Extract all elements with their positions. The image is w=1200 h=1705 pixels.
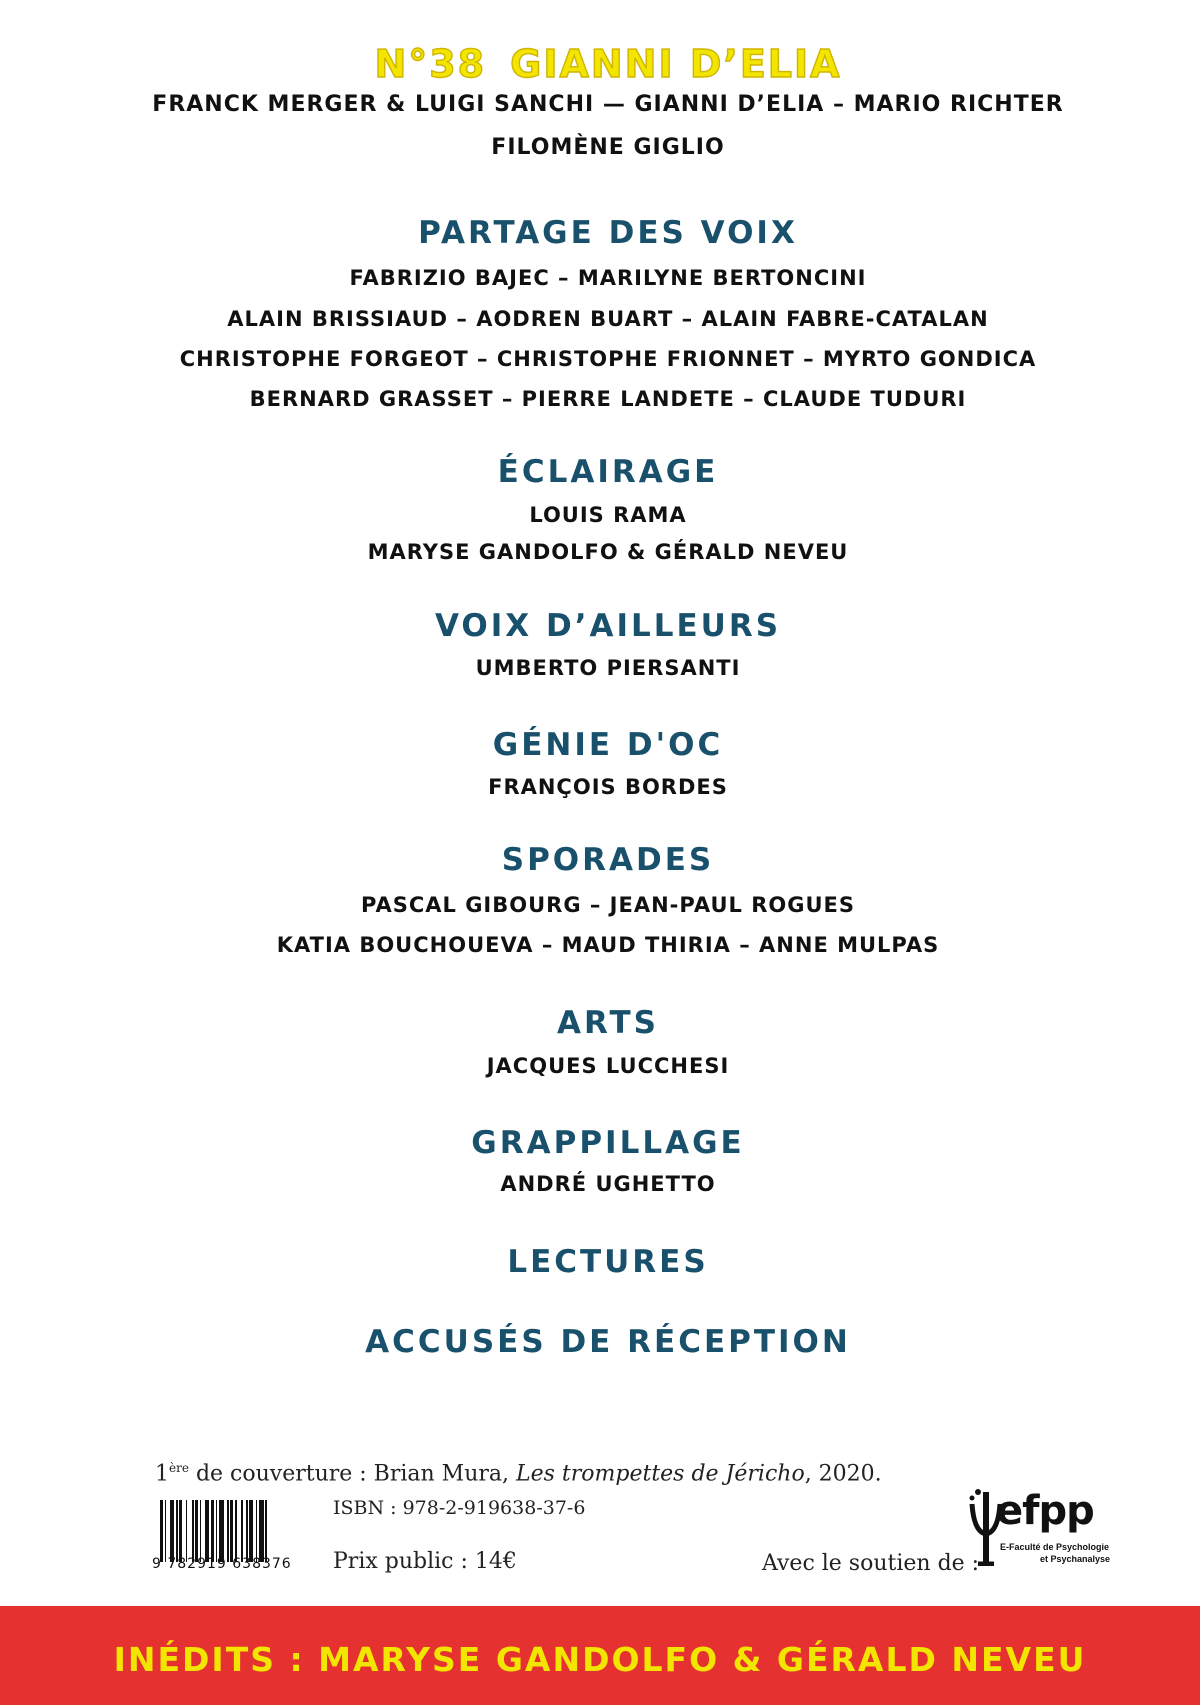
section-heading: GÉNIE D'OC [492, 727, 724, 763]
logo-subtitle: E-Faculté de Psychologie [1000, 1542, 1110, 1552]
section-heading: GRAPPILLAGE [471, 1125, 745, 1161]
section-author-line: FABRIZIO BAJEC – MARILYNE BERTONCINI [349, 266, 867, 290]
section-author-line: JACQUES LUCCHESI [486, 1054, 730, 1078]
featured-authors-line: FILOMÈNE GIGLIO [491, 135, 725, 160]
section-heading: VOIX D’AILLEURS [434, 608, 782, 644]
section-heading: ÉCLAIRAGE [497, 454, 719, 490]
section-author-line: ALAIN BRISSIAUD – AODREN BUART – ALAIN FABRE-CATALAN [227, 307, 989, 331]
section-heading: SPORADES [501, 842, 715, 878]
issue-title [0, 42, 1200, 86]
barcode [160, 1500, 305, 1562]
section-author-line: MARYSE GANDOLFO & GÉRALD NEVEU [367, 540, 849, 564]
section-author-line: BERNARD GRASSET – PIERRE LANDETE – CLAUDE TUDURI [249, 387, 967, 411]
section-author-line: PASCAL GIBOURG – JEAN-PAUL ROGUES [361, 893, 855, 917]
barcode-digits: 9 782919 638376 [152, 1556, 292, 1572]
issue-number: N°38 [374, 42, 487, 86]
section-heading: ACCUSÉS DE RÉCEPTION [365, 1324, 851, 1360]
logo-subtitle: et Psychanalyse [1040, 1554, 1111, 1564]
isbn: ISBN : 978-2-919638-37-6 [333, 1497, 586, 1519]
section-author-line: KATIA BOUCHOUEVA – MAUD THIRIA – ANNE MULPAS [276, 933, 940, 957]
issue-subject: GIANNI D’ELIA [510, 42, 842, 86]
section-author-line: UMBERTO PIERSANTI [475, 656, 741, 680]
section-heading: PARTAGE DES VOIX [418, 215, 798, 251]
section-heading: LECTURES [507, 1244, 709, 1280]
credit-ordinal-suffix: ère [169, 1461, 189, 1475]
efpp-logo [966, 1486, 1126, 1586]
price: Prix public : 14€ [333, 1549, 517, 1574]
credit-ordinal: 1 [155, 1461, 169, 1487]
credit-prefix: de couverture : Brian Mura, [188, 1461, 516, 1487]
barcode-gap [267, 1500, 270, 1562]
section-author-line: ANDRÉ UGHETTO [500, 1172, 716, 1196]
credit-suffix: , 2020. [804, 1461, 882, 1487]
credit-work-title: Les trompettes de Jéricho [516, 1461, 805, 1487]
section-author-line: FRANÇOIS BORDES [488, 775, 728, 799]
section-author-line: LOUIS RAMA [529, 503, 687, 527]
support-label: Avec le soutien de : [762, 1551, 980, 1576]
featured-authors-line: FRANCK MERGER & LUIGI SANCHI — GIANNI D’ELIA – MARIO RICHTER [152, 92, 1064, 117]
banner-text: INÉDITS : MARYSE GANDOLFO & GÉRALD NEVEU [113, 1640, 1087, 1679]
logo-wordmark: efpp [996, 1488, 1094, 1534]
section-heading: ARTS [557, 1005, 659, 1041]
cover-credit [155, 1461, 882, 1486]
section-author-line: CHRISTOPHE FORGEOT – CHRISTOPHE FRIONNET – MYRTO GONDICA [179, 347, 1037, 371]
